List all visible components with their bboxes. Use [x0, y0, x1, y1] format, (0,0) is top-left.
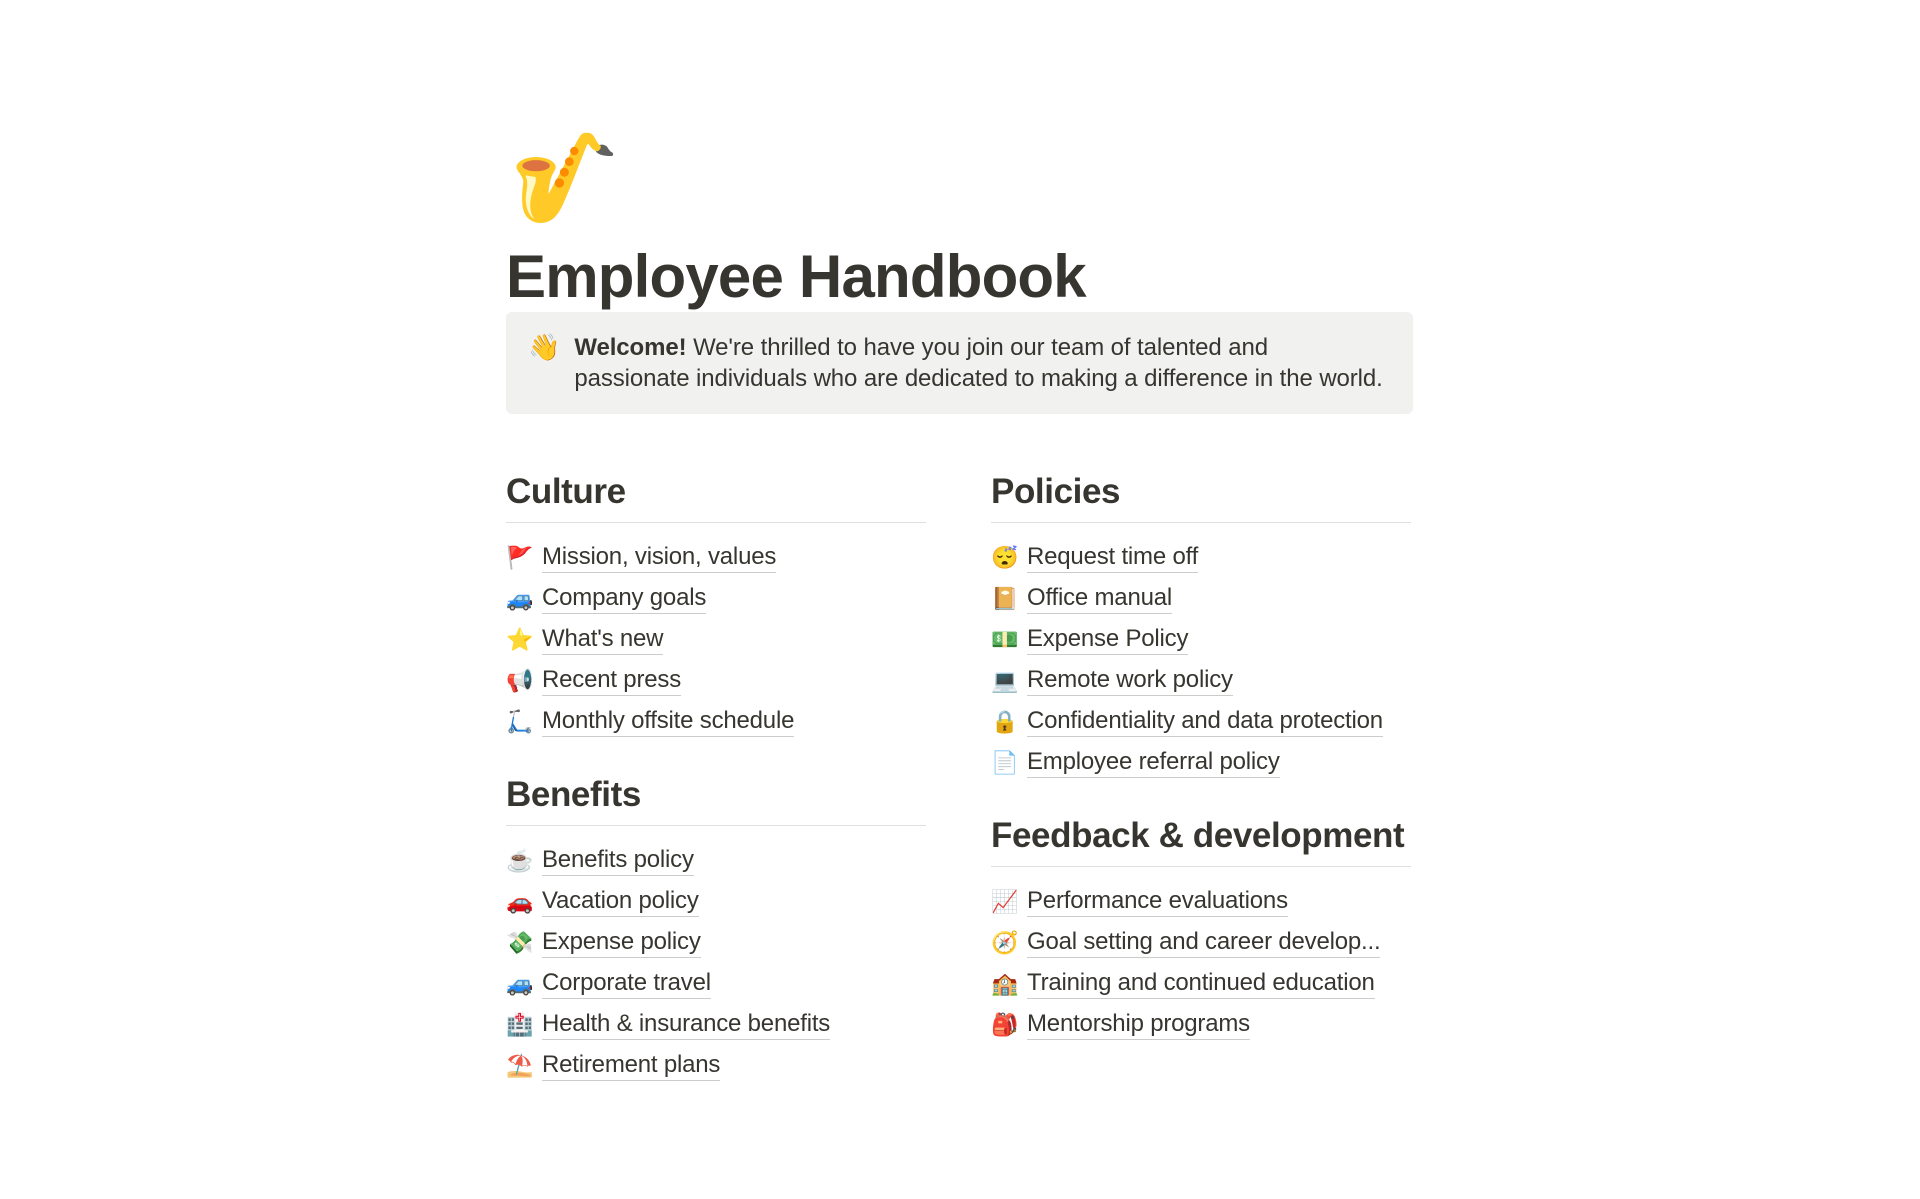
- page-link-label: Training and continued education: [1027, 968, 1375, 999]
- column-left: [506, 469, 926, 1086]
- welcome-callout-bold: Welcome!: [574, 334, 687, 361]
- page-link-label: Request time off: [1027, 542, 1198, 573]
- page-link-label: Expense policy: [542, 927, 701, 958]
- welcome-callout: [506, 312, 1413, 414]
- link-office-manual[interactable]: [991, 578, 1411, 619]
- link-vacation-policy[interactable]: [506, 881, 926, 922]
- link-monthly-offsite-schedule[interactable]: [506, 701, 926, 742]
- divider: [991, 866, 1411, 867]
- link-columns: [506, 469, 1413, 1086]
- link-remote-work-policy[interactable]: [991, 660, 1411, 701]
- chart-increasing-icon: 📈: [991, 888, 1019, 914]
- link-benefits-policy[interactable]: [506, 840, 926, 881]
- section-culture: [506, 469, 926, 742]
- page-title: Employee Handbook: [506, 243, 1086, 310]
- section-heading-policies: Policies: [991, 472, 1121, 511]
- kick-scooter-icon: 🛴: [506, 708, 534, 734]
- page-link-label: Recent press: [542, 665, 681, 696]
- loudspeaker-icon: 📢: [506, 667, 534, 693]
- page-link-label: Remote work policy: [1027, 665, 1233, 696]
- section-heading-feedback-development: Feedback & development: [991, 816, 1405, 855]
- link-training-continued-education[interactable]: [991, 963, 1411, 1004]
- link-recent-press[interactable]: [506, 660, 926, 701]
- hospital-icon: 🏥: [506, 1011, 534, 1037]
- page-link-label: Mentorship programs: [1027, 1009, 1250, 1040]
- link-whats-new[interactable]: [506, 619, 926, 660]
- school-icon: 🏫: [991, 970, 1019, 996]
- link-health-insurance-benefits[interactable]: [506, 1004, 926, 1045]
- page-link-label: Corporate travel: [542, 968, 711, 999]
- link-expense-policy[interactable]: [506, 922, 926, 963]
- divider: [506, 522, 926, 523]
- link-employee-referral-policy[interactable]: [991, 742, 1411, 783]
- beach-umbrella-icon: ⛱️: [506, 1052, 534, 1078]
- page-link-label: Retirement plans: [542, 1050, 720, 1081]
- policies-links: [991, 537, 1411, 783]
- section-benefits: [506, 772, 926, 1086]
- welcome-callout-text: [574, 332, 1389, 394]
- divider: [991, 522, 1411, 523]
- money-with-wings-icon: 💸: [506, 929, 534, 955]
- divider: [506, 825, 926, 826]
- link-retirement-plans[interactable]: [506, 1045, 926, 1086]
- sleeping-face-icon: 😴: [991, 544, 1019, 570]
- waving-hand-icon: 👋: [528, 332, 561, 362]
- welcome-callout-body: We're thrilled to have you join our team of talented and passionate individuals who are dedicated to making a difference in the world.: [574, 334, 1383, 392]
- section-heading-culture: Culture: [506, 472, 626, 511]
- page-link-label: Health & insurance benefits: [542, 1009, 830, 1040]
- link-confidentiality-data-protection[interactable]: [991, 701, 1411, 742]
- link-company-goals[interactable]: [506, 578, 926, 619]
- backpack-icon: 🎒: [991, 1011, 1019, 1037]
- link-goal-setting-career-development[interactable]: [991, 922, 1411, 963]
- blue-car-icon: 🚙: [506, 970, 534, 996]
- feedback-links: [991, 881, 1411, 1045]
- notebook-icon: 📔: [991, 585, 1019, 611]
- section-feedback-development: [991, 813, 1411, 1045]
- triangular-flag-icon: 🚩: [506, 544, 534, 570]
- coffee-icon: ☕: [506, 847, 534, 873]
- link-expense-policy-policies[interactable]: [991, 619, 1411, 660]
- link-request-time-off[interactable]: [991, 537, 1411, 578]
- benefits-links: [506, 840, 926, 1086]
- culture-links: [506, 537, 926, 742]
- page-link-label: Office manual: [1027, 583, 1172, 614]
- compass-icon: 🧭: [991, 929, 1019, 955]
- page-link-label: Company goals: [542, 583, 706, 614]
- laptop-icon: 💻: [991, 667, 1019, 693]
- page-link-label: Employee referral policy: [1027, 747, 1280, 778]
- page-link-label: Expense Policy: [1027, 624, 1188, 655]
- page-content: [506, 128, 1413, 1086]
- blue-car-icon: 🚙: [506, 585, 534, 611]
- page-link-label: Monthly offsite schedule: [542, 706, 794, 737]
- column-right: [991, 469, 1411, 1086]
- link-mission-vision-values[interactable]: [506, 537, 926, 578]
- link-corporate-travel[interactable]: [506, 963, 926, 1004]
- link-mentorship-programs[interactable]: [991, 1004, 1411, 1045]
- lock-icon: 🔒: [991, 708, 1019, 734]
- page-facing-up-icon: 📄: [991, 749, 1019, 775]
- link-performance-evaluations[interactable]: [991, 881, 1411, 922]
- section-policies: [991, 469, 1411, 783]
- red-car-icon: 🚗: [506, 888, 534, 914]
- saxophone-icon[interactable]: 🎷: [510, 128, 620, 227]
- page-link-label: Goal setting and career develop...: [1027, 927, 1380, 958]
- page-link-label: Performance evaluations: [1027, 886, 1288, 917]
- page-link-label: Confidentiality and data protection: [1027, 706, 1383, 737]
- page-link-label: Mission, vision, values: [542, 542, 776, 573]
- star-icon: ⭐: [506, 626, 534, 652]
- section-heading-benefits: Benefits: [506, 775, 641, 814]
- page-link-label: Vacation policy: [542, 886, 699, 917]
- dollar-banknote-icon: 💵: [991, 626, 1019, 652]
- page-link-label: Benefits policy: [542, 845, 694, 876]
- page-link-label: What's new: [542, 624, 663, 655]
